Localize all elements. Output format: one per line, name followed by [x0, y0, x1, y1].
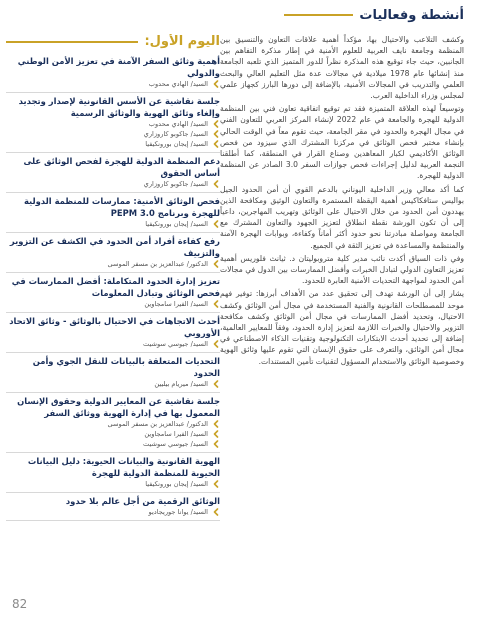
speaker-name: السيد/ يوانا جوريجاديو [148, 508, 208, 516]
session-list [6, 53, 220, 521]
speaker-row [6, 379, 220, 389]
session-item [6, 53, 220, 93]
session-item [6, 453, 220, 493]
session-title: أهمية وثائق السفر الآمنة في تعزيز الأمن الوطني والدولي [17, 56, 220, 78]
chevron-left-icon [212, 480, 220, 488]
session-title: جلسة نقاشية عن الأسس القانونية لإصدار وتجديد وإلغاء وثائق الهوية والوثائق الرسمية [18, 96, 220, 118]
session-item [6, 153, 220, 193]
speaker-name: السيد/ جيوسي سوشيت [142, 440, 208, 448]
section-title: أنشطة وفعاليات [359, 7, 464, 23]
chevron-left-icon [212, 430, 220, 438]
speaker-name: السيد/ ميريام بيليين [154, 380, 208, 388]
speaker-row [6, 299, 220, 309]
speaker-name: الدكتور/ عبدالعزيز بن مسفر الموسى [107, 420, 208, 428]
session-item [6, 93, 220, 153]
chevron-left-icon [212, 300, 220, 308]
session-title: الوثائق الرقمية من أجل عالم بلا حدود [65, 496, 220, 506]
speaker-row [6, 139, 220, 149]
speaker-row [6, 129, 220, 139]
session-item [6, 393, 220, 453]
article-body [220, 34, 464, 582]
chevron-left-icon [212, 130, 220, 138]
session-item [6, 233, 220, 273]
sidebar-title: اليوم الأول: [144, 34, 220, 49]
speaker-row [6, 429, 220, 439]
session-title: جلسة نقاشية عن المعايير الدولية وحقوق الإنسان المعمول بها في إدارة الهوية ووثائق السفر [17, 396, 220, 418]
speaker-row [6, 419, 220, 429]
speaker-row [6, 339, 220, 349]
sidebar-title-rule [6, 41, 138, 43]
speaker-row [6, 219, 220, 229]
speaker-name: السيد/ الفيرا سامجاوين [144, 300, 208, 308]
chevron-left-icon [212, 80, 220, 88]
session-item [6, 313, 220, 353]
session-title: دعم المنظمة الدولية للهجرة لفحص الوثائق على أساس الحقوق [23, 156, 220, 178]
page-number: 82 [12, 597, 28, 611]
speaker-name: السيد/ جاكوبو كاروزاري [143, 180, 208, 188]
chevron-left-icon [212, 340, 220, 348]
session-title: الهوية القانونية والبيانات الحيوية: دليل البيانات الحيوية للمنظمة الدولية للهجرة [27, 456, 220, 478]
body-paragraph: وكشف التلاعب والاحتيال بها، مؤكداً أهمية علاقات التعاون والتنسيق بين المنظمة وجامعة نايف العربية للعلوم الأمنية في إطار مذكرة التفاهم بين الجانبين، حيث جاء توقيع هذه المذكرة نظراً للدور المتميز الذي تلعبه الجامعة منذ إنشائها عام 1978 ميلادية في مجالات عدة مثل التعليم العالي والبحث العلمي والتدريب في المجالات الأمنية، بالإضافة إلى دورها البارز كجهاز علمي لمجلس وزراء الداخلية العرب. [220, 35, 464, 101]
chevron-left-icon [212, 140, 220, 148]
speaker-name: السيد/ إيجان بورونكيفيا [145, 140, 208, 148]
session-title: أحدث الاتجاهات في الاحتيال بالوثائق - وثائق الاتحاد الأوروبي [9, 316, 220, 338]
speaker-name: السيد/ الهادي محدوب [148, 80, 208, 88]
body-paragraph: وفي ذات السياق أكدت نائب مدير كلية متروبوليتان د. ثيانث فلوريس أهمية تعزيز التعاون الدولي لتبادل الخبرات وأفضل الممارسات بين الدول في مجالات أمن الحدود لمواجهة التحديات الأمنية العابرة للحدود. [220, 253, 464, 286]
chevron-left-icon [212, 420, 220, 428]
chevron-left-icon [212, 380, 220, 388]
chevron-left-icon [212, 508, 220, 516]
speaker-row [6, 439, 220, 449]
chevron-left-icon [212, 180, 220, 188]
speaker-name: السيد/ الهادي محدوب [148, 120, 208, 128]
body-paragraph: كما أكد معالي وزير الداخلية اليوناني بالدعم القوي أن أمن الحدود الجيل بواليس ستافكاكيس أهمية اليقظة المستمرة والتعاون الوثيق ومكافحة الذين يهددون أمن الحدود من خلال الاحتيال على الوثائق وتهريب المهاجرين، داعياً إلى أن تكون الورشة نقطة انطلاق لتعزيز الجهود والتعاون المشترك مع الجامعة ومواصلة مبادرتنا نحو حدود أكثر أماناً وكفاءة، وبوابات الهجرة الآمنة والمنتظمة والمساعدة في تعزيز الثقة في الجميع. [220, 184, 464, 250]
chevron-left-icon [212, 440, 220, 448]
session-title: تعزيز إدارة الحدود المتكاملة: أفضل الممارسات في فحص الوثائق وتبادل المعلومات [11, 276, 220, 298]
session-item [6, 273, 220, 313]
session-title: رفع كفاءة أفراد أمن الحدود في الكشف عن التزوير والتزييف [9, 236, 220, 258]
body-paragraph: يشار إلى أن الورشة تهدف إلى تحقيق عدد من الأهداف أبرزها: توفير فهم موحد للمصطلحات القانونية والفنية المستخدمة في مجال أمن الوثائق وكشف الاحتيال، وتحديد أفضل الممارسات في مجال أمن الوثائق وكشف مكافحة التزوير والاحتيال والخبرات اللازمة لتعزيز إدارة الحدود، وفقاً للمعايير العالمية، إضافة إلى تحديد أحدث الابتكارات التكنولوجية وتقنيات الذكاء الاصطناعي في مجال أمن الوثائق، والتعرف على حقوق الإنسان التي تقوم عليها وثائق الهوية وخصوصية الوثائق والاستخدام المسؤول لتقنيات تأمين المستندات. [220, 289, 464, 366]
speaker-row [6, 179, 220, 189]
session-title: فحص الوثائق الأمنية: ممارسات للمنظمة الدولية للهجرة وبرنامج PEPM 3.0 [23, 196, 220, 218]
speaker-row [6, 119, 220, 129]
chevron-left-icon [212, 220, 220, 228]
speaker-name: السيد/ جيوسي سوشيت [142, 340, 208, 348]
session-item [6, 193, 220, 233]
sidebar-header [6, 34, 220, 49]
chevron-left-icon [212, 260, 220, 268]
session-item [6, 353, 220, 393]
chevron-left-icon [212, 120, 220, 128]
program-sidebar [6, 34, 220, 606]
speaker-row [6, 259, 220, 269]
speaker-name: السيد/ الفيرا سامجاوين [144, 430, 208, 438]
body-paragraph: وتوسيعاً لهذه العلاقة المتميزة فقد تم توقيع اتفاقية تعاون فني بين المنظمة الدولية للهجرة والجامعة في عام 2022 لإنشاء المركز العربي للتعاون الفني في مجال الهجرة والحدود في مقر الجامعة، حيث تقوم معاً في الوقت الحالي بإنشاء مختبر فحص الوثائق في مركزنا المشترك الذي سيزود من فحص الوثائق الأكاديمي لكبار المعاهدين وصناع القرار في المنطقة، كما أطلقنا النجمة العربية لدليل إجراءات فحص جوازات السفر 3.0 الصادر عن المنظمة الدولية للهجرة. [220, 104, 464, 181]
speaker-row [6, 479, 220, 489]
section-title-rule [284, 14, 353, 16]
session-item [6, 493, 220, 521]
speaker-row [6, 507, 220, 517]
speaker-name: السيد/ إيجان بورونكيفيا [145, 220, 208, 228]
speaker-row [6, 79, 220, 89]
speaker-name: السيد/ إيجان بورونكيفيا [145, 480, 208, 488]
speaker-name: السيد/ جاكوبو كاروزاري [143, 130, 208, 138]
speaker-name: الدكتور/ عبدالعزيز بن مسفر الموسى [107, 260, 208, 268]
section-header [284, 6, 464, 24]
session-title: التحديات المتعلقة بالبيانات للنقل الجوي وأمن الحدود [32, 356, 220, 378]
